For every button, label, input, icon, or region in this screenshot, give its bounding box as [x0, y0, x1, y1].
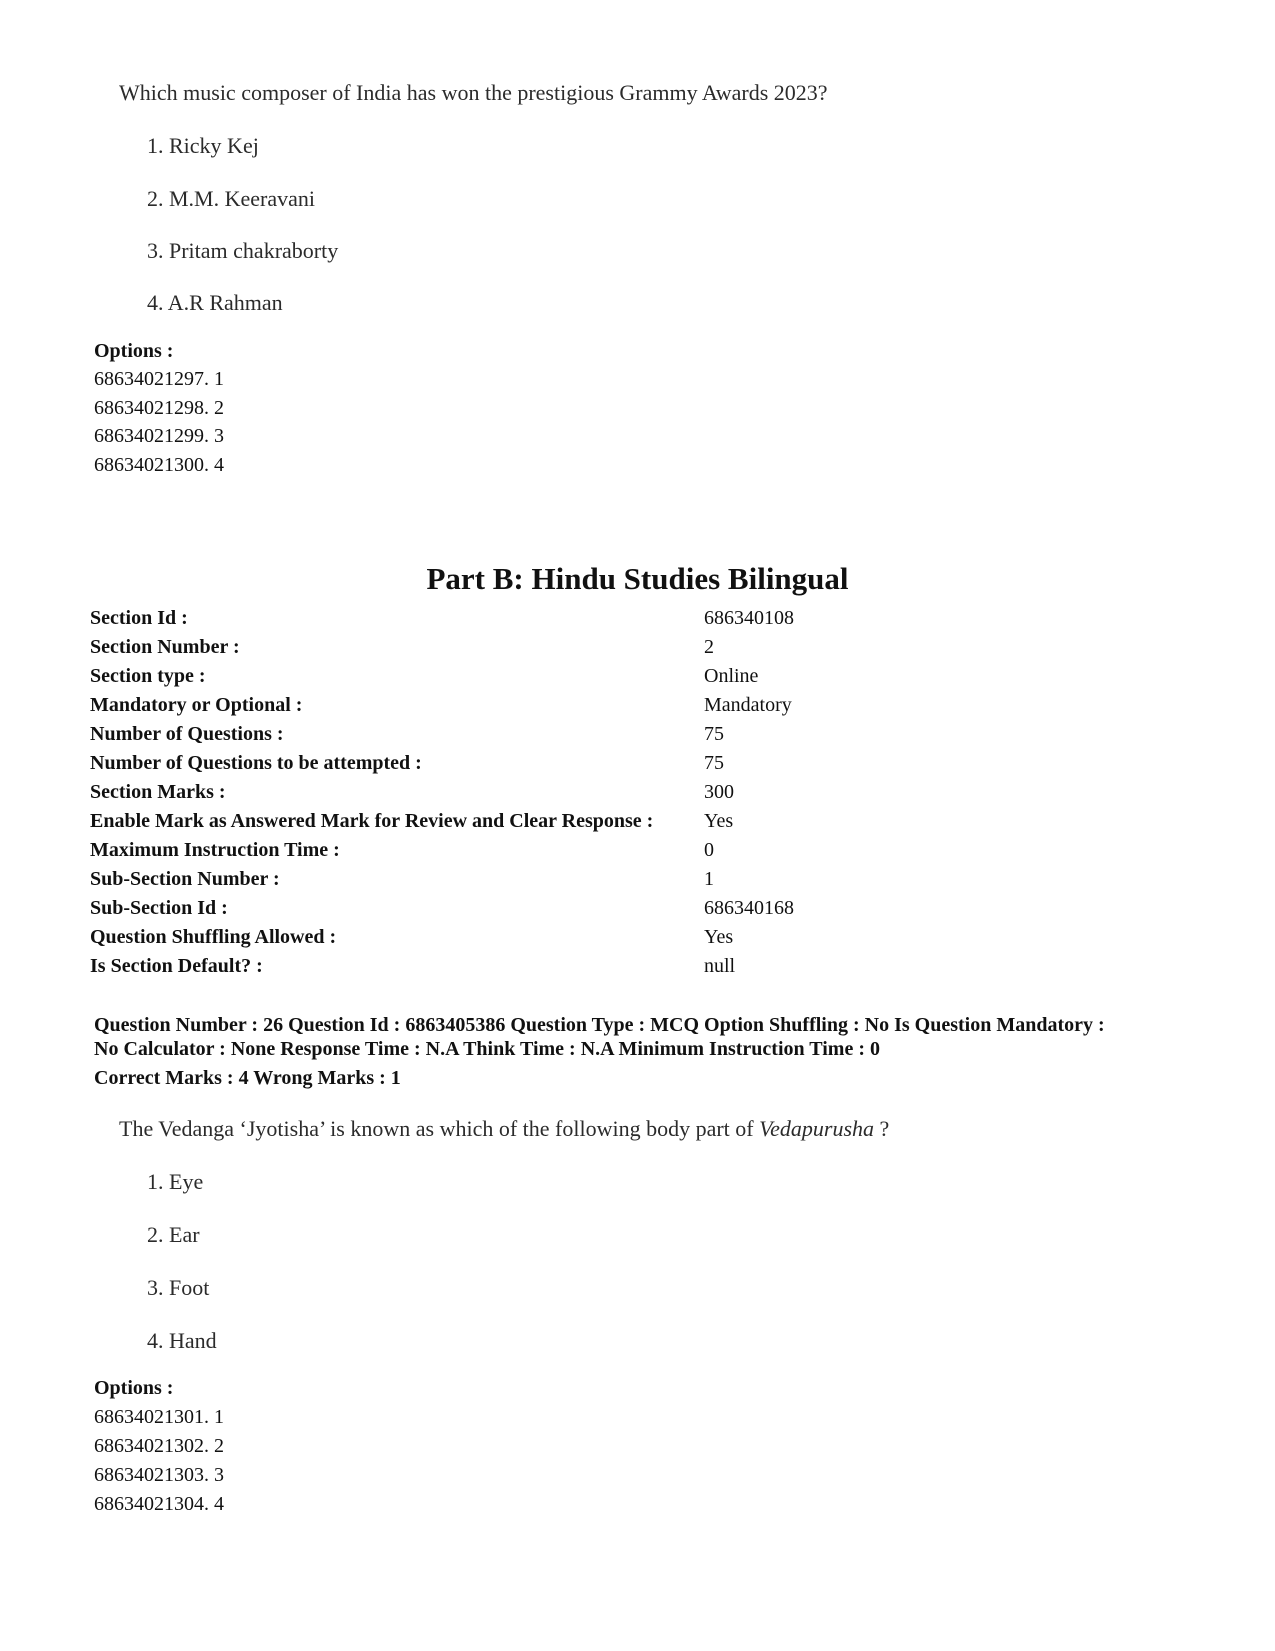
option-line: 68634021302. 2	[94, 1435, 224, 1457]
section-info-label: Number of Questions :	[90, 723, 284, 745]
option-line: 68634021298. 2	[94, 397, 224, 419]
section-info-row	[90, 694, 1090, 723]
question-meta: Question Number : 26 Question Id : 6863405386 Question Type : MCQ Option Shuffling : No Is Question Mandatory :	[94, 1014, 1105, 1036]
question-marks: Correct Marks : 4 Wrong Marks : 1	[94, 1067, 401, 1089]
option-line: 68634021303. 3	[94, 1464, 224, 1486]
section-info-value: 300	[704, 781, 734, 803]
options-heading: Options :	[94, 1377, 174, 1399]
section-info-row	[90, 607, 1090, 636]
section-info-value: Yes	[704, 810, 734, 832]
section-info-row	[90, 897, 1090, 926]
section-info-row	[90, 723, 1090, 752]
option-line: 68634021297. 1	[94, 368, 224, 390]
section-info-value: Online	[704, 665, 759, 687]
section-info-row	[90, 781, 1090, 810]
section-info-label: Section Marks :	[90, 781, 226, 803]
section-info-label: Maximum Instruction Time :	[90, 839, 340, 861]
option-line: 68634021299. 3	[94, 425, 224, 447]
section-info-value: 2	[704, 636, 714, 658]
section-info-value: 686340108	[704, 607, 794, 629]
section-info-label: Section type :	[90, 665, 206, 687]
option-line: 68634021300. 4	[94, 454, 224, 476]
section-info-value: 686340168	[704, 897, 794, 919]
section-info-row	[90, 810, 1090, 839]
question-text-part: The Vedanga ‘Jyotisha’ is known as which of the following body part of	[119, 1116, 760, 1141]
answer-choice: 2. M.M. Keeravani	[147, 186, 316, 211]
section-info-value: 75	[704, 752, 724, 774]
section-info-label: Mandatory or Optional :	[90, 694, 303, 716]
section-info-label: Section Number :	[90, 636, 240, 658]
question-text: Which music composer of India has won the prestigious Grammy Awards 2023?	[119, 80, 828, 105]
section-info-value: 75	[704, 723, 724, 745]
answer-choice: 4. Hand	[147, 1328, 217, 1353]
question-meta: No Calculator : None Response Time : N.A Think Time : N.A Minimum Instruction Time : 0	[94, 1038, 880, 1060]
section-info-label: Sub-Section Number :	[90, 868, 280, 890]
options-heading: Options :	[94, 340, 174, 362]
section-info-label: Is Section Default? :	[90, 955, 263, 977]
section-info-label: Question Shuffling Allowed :	[90, 926, 337, 948]
section-info-value: Mandatory	[704, 694, 792, 716]
section-info-value: null	[704, 955, 736, 977]
section-info-row	[90, 752, 1090, 781]
part-title: Part B: Hindu Studies Bilingual	[426, 561, 849, 596]
section-info-row	[90, 926, 1090, 955]
question-text-italic: Vedapurusha	[759, 1116, 875, 1141]
section-info-label: Sub-Section Id :	[90, 897, 228, 919]
answer-choice: 1. Ricky Kej	[147, 133, 259, 158]
option-line: 68634021304. 4	[94, 1493, 224, 1515]
section-info-label: Enable Mark as Answered Mark for Review and Clear Response :	[90, 810, 654, 832]
section-info-row	[90, 868, 1090, 897]
section-info-value: 0	[704, 839, 714, 861]
section-info-label: Number of Questions to be attempted :	[90, 752, 422, 774]
answer-choice: 3. Pritam chakraborty	[147, 238, 339, 263]
section-info-label: Section Id :	[90, 607, 188, 629]
question-text-part: ?	[874, 1116, 890, 1141]
answer-choice: 2. Ear	[147, 1222, 200, 1247]
section-info-row	[90, 636, 1090, 665]
section-info-row	[90, 665, 1090, 694]
section-info-value: 1	[704, 868, 714, 890]
answer-choice: 4. A.R Rahman	[147, 290, 283, 315]
answer-choice: 1. Eye	[147, 1169, 204, 1194]
section-info-value: Yes	[704, 926, 734, 948]
section-info-row	[90, 839, 1090, 868]
option-line: 68634021301. 1	[94, 1406, 224, 1428]
answer-choice: 3. Foot	[147, 1275, 210, 1300]
question-text	[119, 1116, 889, 1142]
section-info-row	[90, 955, 1090, 984]
